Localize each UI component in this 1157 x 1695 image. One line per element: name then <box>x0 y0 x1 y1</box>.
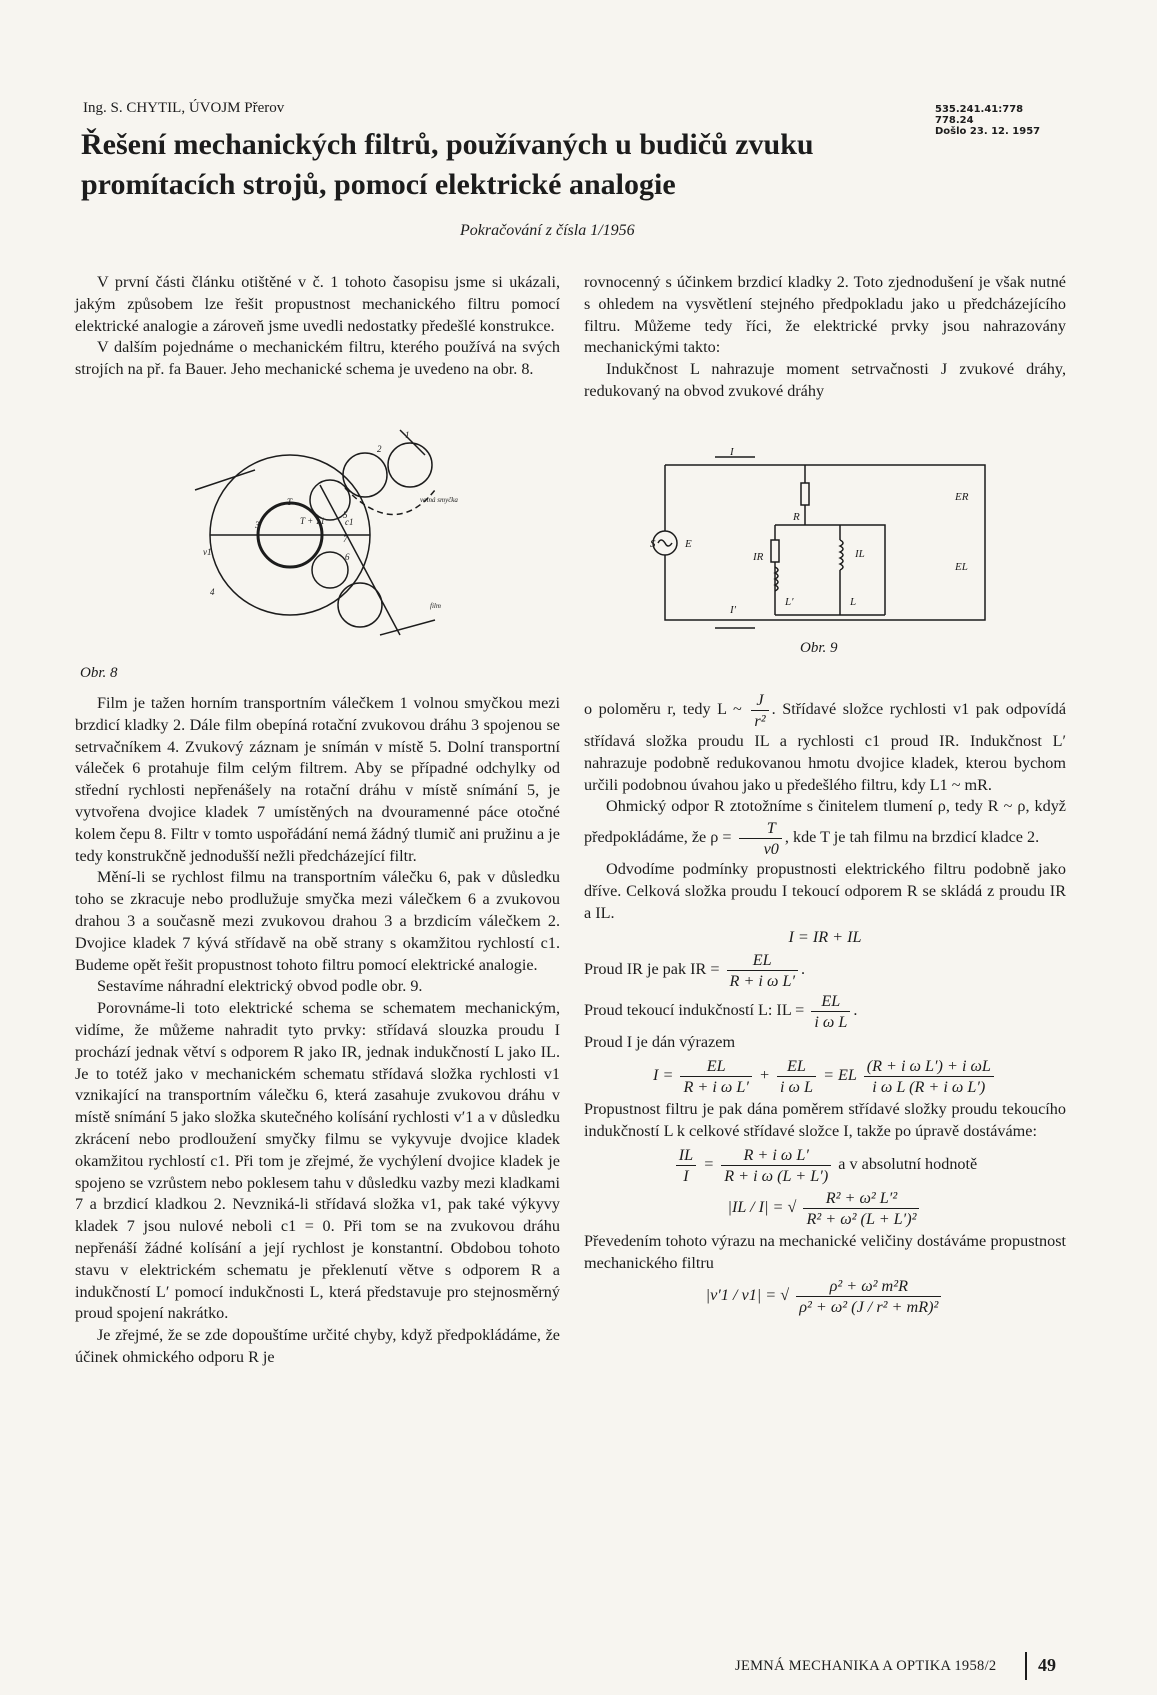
lever-arm <box>320 485 400 635</box>
fraction: $\frac{T}{v0}$ <box>739 818 782 859</box>
paragraph: Mění-li se rychlost filmu na transportním válečku 6, pak v důsledku toho se zkracuje nebo prodlužuje smyčka mezi válečkem 6 a zvukovou drahou 3 a současně mezi zvukovou drahou 3 a brzdicím válečkem 2. Dvojice kladek 7 kývá střídavě na obě strany s okamžitou rychlostí c1. Budeme opět řešit propustnost tohoto filtru pomocí elektrické analogie. <box>75 868 560 974</box>
paragraph: Sestavíme náhradní elektrický obvod podle obr. 9. <box>97 977 423 996</box>
paragraph: Ohmický odpor R ztotožníme s činitelem tlumení ρ, tedy R ~ ρ, když předpokládáme, že ρ = $\frac{T}{v0}$ , kde T je tah filmu na brzdicí kladce 2. <box>584 797 1066 859</box>
right-column-top <box>584 272 1066 403</box>
fig8-label: 7 <box>343 534 348 544</box>
fig9-label: E <box>685 538 692 550</box>
paragraph: Odvodíme podmínky propustnosti elektrického filtru podobně jako dříve. Celková složka proudu I tekoucí odporem R se skládá z proudu IR a IL. <box>584 860 1066 922</box>
outer-loop <box>665 465 985 620</box>
fraction: $\frac{EL}{\text{i ω L}}$ <box>811 991 850 1032</box>
fig9-label: ER <box>955 491 969 503</box>
fraction: $\frac{EL}{\text{R + i ω L′}}$ <box>727 950 798 991</box>
film-path <box>380 620 435 635</box>
paragraph: V první části článku otištěné v č. 1 tohoto časopisu jsme si ukázali, jakým způsobem lze řešit propustnost mechanického filtru pomocí elektrické analogie a zároveň jsme uvedli nedostatky předešlé konstrukce. <box>75 273 560 335</box>
fig9-label: S <box>650 538 656 550</box>
paragraph: V dalším pojednáme o mechanickém filtru, kterého používá na svých strojích na př. fa Bauer. Jeho mechanické schema je uvedeno na obr. 8. <box>75 338 560 379</box>
inductor-l <box>840 540 843 570</box>
received-date: Došlo 23. 12. 1957 <box>935 126 1041 137</box>
resistor-r2 <box>771 540 779 562</box>
udc-line-1: 535.241.41:778 <box>935 104 1024 115</box>
indicator <box>195 470 255 490</box>
paragraph: Porovnáme-li toto elektrické schema se schematem mechanickým, vidíme, že můžeme nahradit tyto prvky: střídavá slouzka proudu I prochází jednak větví s odporem R jako IR, jednak indukčností L jako IL. Je to totéž jako v mechanickém schematu střídavá složka rychlosti v1 vznikající na transportním válečku 6, která zasahuje zvukovou dráhu v místě snímání 5 jako složka skutečného kolísání rychlosti v′1 a v důsledku zkrácení nebo prodloužení smyčky filmu se vykyvuje dvojice kladek okamžitou rychlostí c1. Při tom je zřejmé, že vychýlení dvojice kladek je spojeno se vzrůstem nebo poklesem tahu v důsledku vazby mezi kladkami 7 a brzdicí kladkou 2. Nevzniká-li střídavá složka v1, pak také výkyvy kladek 7 jsou nulové neboli c1 = 0. Při tom se na zvukovou dráhu nepřenáší žádné kolísání a její rychlost je konstantní. Obdobou tohoto stavu v elektrickém schematu je překlenutí větve s odporem R a indukčností L′ pomocí indukčnosti L, která představuje pro stejnosměrný proud spojení nakrátko. <box>75 999 560 1323</box>
fig9-label: IR <box>753 551 764 563</box>
equation-abs-mechanical: |v′1 / v1| = √ $\frac{\text{ρ² + ω² m²R}}{\text{ρ² + ω² (J / r² + mR)²}}$ <box>584 1276 1066 1317</box>
film-path <box>400 430 425 455</box>
fig8-label: 2 <box>377 444 382 454</box>
fraction: $\frac{J}{\text{r²}}$ <box>751 690 768 731</box>
footer-separator <box>1025 1652 1027 1680</box>
left-column-bottom <box>75 693 560 1369</box>
left-column-top <box>75 272 560 381</box>
fig8-label: 3 <box>255 520 260 530</box>
figure-8-caption: Obr. 8 <box>80 665 118 681</box>
fig8-label: film <box>430 602 441 610</box>
equation-total-current: I = $\frac{EL}{\text{R + i ω L′}}$ + $\frac{EL}{\text{i ω L}}$ = EL $\frac{\text{(R + i ω L′) + i ωL}}{\text{i ω L (R + i ω L′)}}$ <box>584 1056 1066 1097</box>
paragraph: Film je tažen horním transportním válečkem 1 volnou smyčkou mezi brzdicí kladky 2. Dále film obepíná rotační zvukovou dráhu 3 spojenou se setrvačníkem 4. Zvukový záznam je snímán v místě 5. Dolní transportní váleček 6 protahuje film celým filtrem. Aby se případné odchylky od střední rychlosti nepřenášely na rotační dráhu v místě snímání 5, je vytvořena dvojice kladek 7 umístěných na dvouramenné páce otočné kolem čepu 8. Filtr v tomto uspořádání nemá žádný tlumič ani pružinu a je tedy konstrukčně jednodušší nežli předcházející filtr. <box>75 694 560 865</box>
fig8-label: T + T1 <box>300 516 325 526</box>
right-column-bottom <box>584 690 1066 1319</box>
roller <box>312 552 348 588</box>
roller <box>343 453 387 497</box>
equation-abs-electric: |IL / I| = √ $\frac{\text{R² + ω² L′²}}{\text{R² + ω² (L + L′)²}}$ <box>584 1188 1066 1229</box>
fig9-label: I′ <box>730 604 737 616</box>
fig8-label: 6 <box>345 552 350 562</box>
fig9-label: EL <box>955 561 968 573</box>
paragraph: rovnocenný s účinkem brzdicí kladky 2. Toto zjednodušení je však nutné s ohledem na vysvětlení stejného předpokladu jako u předcházejícího filtru. Můžeme tedy říci, že elektrické prvky jsou nahrazovány mechanickými takto: <box>584 273 1066 357</box>
figure-8-mechanical-schema <box>195 430 555 670</box>
article-title: Řešení mechanických filtrů, používaných u budičů zvuku promítacích strojů, pomocí elektrické analogie <box>81 128 814 201</box>
fig9-label: R <box>793 511 800 523</box>
fig9-label: L′ <box>785 596 794 608</box>
equation-3-line: Proud tekoucí indukčností L: IL = $\frac{EL}{\text{i ω L}}$ . <box>584 992 858 1032</box>
figure-9-caption: Obr. 9 <box>800 640 838 656</box>
continuation-note: Pokračování z čísla 1/1956 <box>460 222 635 239</box>
page-number: 49 <box>1038 1655 1056 1675</box>
figure-9-electrical-circuit <box>650 445 995 635</box>
udc-line-2: 778.24 <box>935 115 974 126</box>
fig9-label: IL <box>855 548 865 560</box>
udc-classification <box>935 104 1040 137</box>
equation-ratio: $\frac{IL}{I}$ = $\frac{\text{R + i ω L′}}{\text{R + i ω (L + L′)}}$ a v absolutní hodnotě <box>584 1145 1066 1186</box>
fig8-label: 1 <box>405 430 410 440</box>
fig9-label: I <box>730 446 734 458</box>
paragraph: Propustnost filtru je pak dána poměrem střídavé složky proudu tekoucího indukčností L k celkové střídavé složce I, takže po úpravě dostáváme: <box>584 1100 1066 1140</box>
paragraph: Je zřejmé, že se zde dopouštíme určité chyby, když předpokládáme, že účinek ohmického odporu R je <box>75 1326 560 1366</box>
paragraph: o poloměru r, tedy L ~ $\frac{J}{\text{r²}}$ . Střídavé složce rychlosti v1 pak odpovídá střídavá složka proudu IL a rychlosti c1 proud IR. Indukčnost L′ nahrazuje podobně redukovanou hmotu dvojice kladek, kterou bychom určili podobnou úvahou jako u předešlého filtru, kdy L1 ~ mR. <box>584 691 1067 794</box>
fig8-label: volná smyčka <box>420 496 458 504</box>
fig8-label: T <box>287 497 293 507</box>
fig8-label: 5 <box>343 510 348 520</box>
journal-footer: JEMNÁ MECHANIKA A OPTIKA 1958/2 <box>735 1658 997 1674</box>
equation-1: I = IR + IL <box>788 927 862 946</box>
fig8-label: c1 <box>345 517 354 527</box>
equation-2-line: Proud IR je pak IR = $\frac{EL}{\text{R + i ω L′}}$ . <box>584 951 806 991</box>
fig9-label: L <box>850 596 857 608</box>
fig8-label: 4 <box>210 587 215 597</box>
resistor-r <box>801 483 809 505</box>
roller <box>388 443 432 487</box>
paragraph: Indukčnost L nahrazuje moment setrvačnosti J zvukové dráhy, redukovaný na obvod zvukové dráhy <box>584 360 1066 400</box>
paragraph: Proud I je dán výrazem <box>584 1033 736 1052</box>
fig8-label: v1 <box>203 547 212 557</box>
author-line: Ing. S. CHYTIL, ÚVOJM Přerov <box>83 100 285 116</box>
paragraph: Převedením tohoto výrazu na mechanické veličiny dostáváme propustnost mechanického filtru <box>584 1231 1066 1272</box>
